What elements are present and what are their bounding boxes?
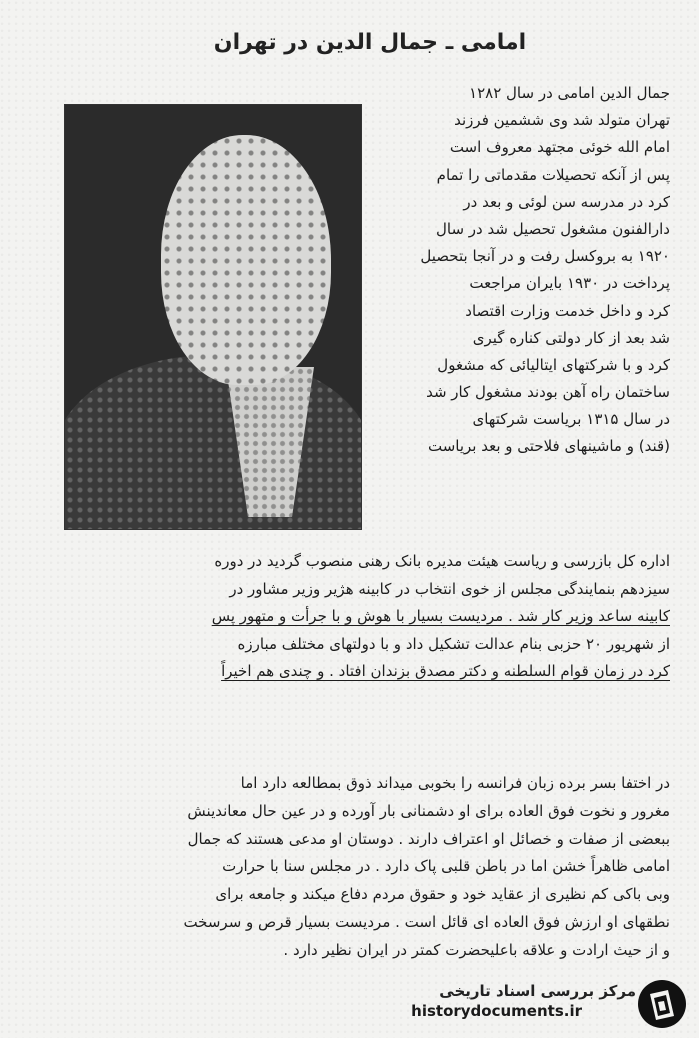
portrait-face	[161, 135, 331, 385]
text-line: اداره کل بازرسی و ریاست هیئت مدیره بانک رهنی منصوب گردید در دوره	[214, 552, 670, 570]
text-line: در اختفا بسر برده زبان فرانسه را بخوبی میداند ذوق بمطالعه دارد اما	[240, 774, 670, 792]
archive-website: historydocuments.ir	[411, 1002, 582, 1020]
text-line: جمال الدین امامی در سال ۱۲۸۲	[469, 84, 670, 102]
portrait-coat	[64, 355, 362, 530]
text-line: امام الله خوئی مجتهد معروف است	[449, 138, 670, 157]
text-line: ساختمان راه آهن بودند مشغول کار شد	[426, 383, 670, 402]
text-line: شد بعد از کار دولتی کناره گیری	[472, 328, 670, 347]
text-line: مغرور و نخوت فوق العاده برای او دشمنانی بار آورده و در عین حال معاندینش	[187, 801, 670, 820]
text-line: نطقهای او ارزش فوق العاده ای قائل است . مردیست بسیار قرص و سرسخت	[183, 912, 670, 931]
text-line: کابینه ساعد وزیر کار شد . مردیست بسیار با هوش و با جرأت و متهور پس	[211, 607, 670, 626]
text-line: امامی ظاهراً خشن اما در باطن قلبی پاک دارد . در مجلس سنا با حرارت	[222, 857, 670, 876]
text-line: از شهریور ۲۰ حزبی بنام عدالت تشکیل داد و با دولتهای مختلف مبارزه	[237, 634, 670, 653]
middle-paragraph	[40, 548, 670, 686]
archive-watermark	[318, 980, 658, 1020]
text-line: ۱۹۲۰ به بروکسل رفت و در آنجا بتحصیل	[420, 247, 670, 266]
text-line: کرد و با شرکتهای ایتالیائی که مشغول	[437, 355, 670, 374]
text-line: وبی باکی کم نظیری از عقاید خود و حقوق مردم دفاع میکند و جامعه برای	[215, 885, 670, 904]
text-line: پس از آنکه تحصیلات مقدماتی را تمام	[436, 165, 670, 184]
text-line: پرداخت در ۱۹۳۰ بایران مراجعت	[469, 274, 670, 293]
lower-paragraph	[40, 770, 670, 965]
text-line: ببعضی از صفات و خصائل او اعتراف دارند . دوستان او مدعی هستند که جمال	[187, 829, 670, 848]
archive-name: مرکز بررسی اسناد تاریخی	[439, 982, 636, 1000]
text-line: تهران متولد شد وی ششمین فرزند	[454, 111, 670, 130]
text-line: سیزدهم بنمایندگی مجلس از خوی انتخاب در کابینه هژیر وزیر مشاور در	[229, 579, 670, 598]
text-line: در سال ۱۳۱۵ بریاست شرکتهای	[472, 410, 670, 429]
text-line: (قند) و ماشینهای فلاحتی و بعد بریاست	[427, 437, 670, 456]
archive-logo-icon	[636, 978, 688, 1030]
text-line: کرد در زمان قوام السلطنه و دکتر مصدق بزندان افتاد . و چندی هم اخیراً	[221, 662, 670, 681]
side-column-text	[366, 80, 670, 461]
text-line: دارالفنون مشغول تحصیل شد در سال	[435, 219, 670, 238]
portrait-photo	[64, 104, 362, 530]
text-line: و از حیث ارادت و علاقه باعلیحضرت کمتر در ایران نظیر دارد .	[283, 940, 670, 959]
document-title: امامی ـ جمال الدین در تهران	[213, 30, 527, 55]
text-line: کرد در مدرسه سن لوئی و بعد در	[463, 192, 670, 211]
text-line: کرد و داخل خدمت وزارت اقتصاد	[465, 301, 670, 320]
